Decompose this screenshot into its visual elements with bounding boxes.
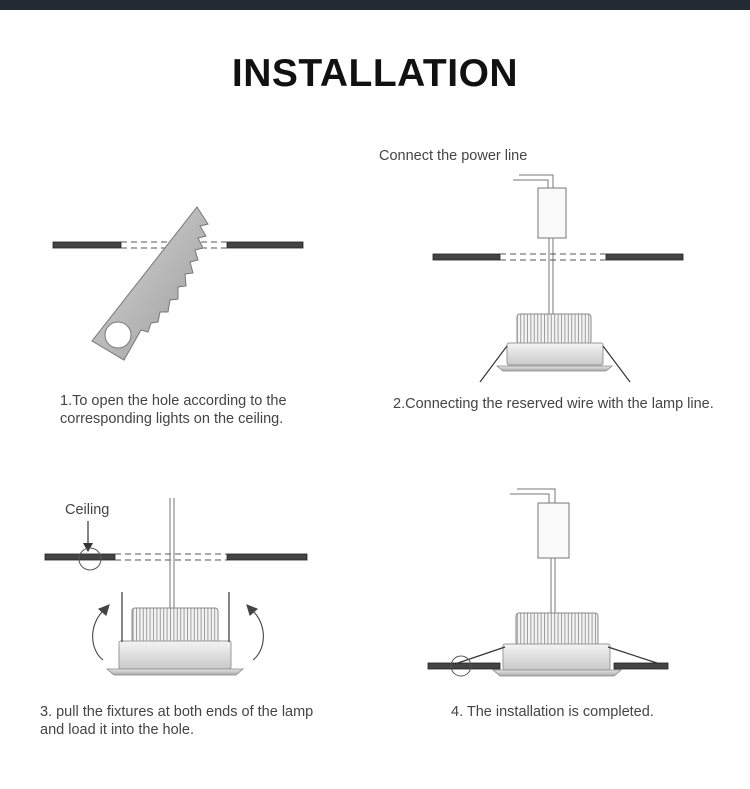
- downlight-lamp: [497, 314, 612, 371]
- step-4-illustration: [428, 489, 668, 676]
- ceiling-panel-left: [53, 242, 121, 248]
- step-3-caption-line-1: 3. pull the fixtures at both ends of the lamp: [40, 704, 314, 720]
- driver-box: [538, 188, 566, 238]
- ceiling-panel-right: [227, 554, 307, 560]
- ceiling-panel-right: [606, 254, 683, 260]
- downlight-lamp: [107, 608, 243, 675]
- step-1-caption-line-1: 1.To open the hole according to the: [60, 393, 287, 409]
- ceiling-panel-right: [227, 242, 303, 248]
- power-wire: [510, 489, 555, 504]
- step-2-illustration: [433, 175, 683, 382]
- step-3-caption-line-2: and load it into the hole.: [40, 722, 194, 738]
- rotate-left-arrow-icon: [93, 605, 109, 660]
- ceiling-panel-left: [433, 254, 500, 260]
- page-title: INSTALLATION: [231, 52, 519, 95]
- step-1-illustration: [53, 207, 303, 360]
- driver-box: [538, 503, 569, 558]
- step-2-top-label: Connect the power line: [379, 148, 528, 164]
- saw-icon: [92, 207, 208, 360]
- ceiling-label: Ceiling: [65, 502, 110, 518]
- ceiling-panel-left: [428, 663, 500, 669]
- step-4-caption: 4. The installation is completed.: [451, 704, 654, 720]
- step-1-caption-line-2: corresponding lights on the ceiling.: [60, 411, 284, 427]
- downlight-lamp: [493, 613, 621, 676]
- power-wire: [513, 175, 553, 189]
- step-3-illustration: [45, 498, 307, 675]
- rotate-right-arrow-icon: [247, 605, 263, 660]
- ceiling-pointer-arrow: [83, 521, 93, 552]
- hole-dashed-outline: [115, 554, 227, 560]
- step-2-caption: 2.Connecting the reserved wire with the lamp line.: [393, 396, 714, 412]
